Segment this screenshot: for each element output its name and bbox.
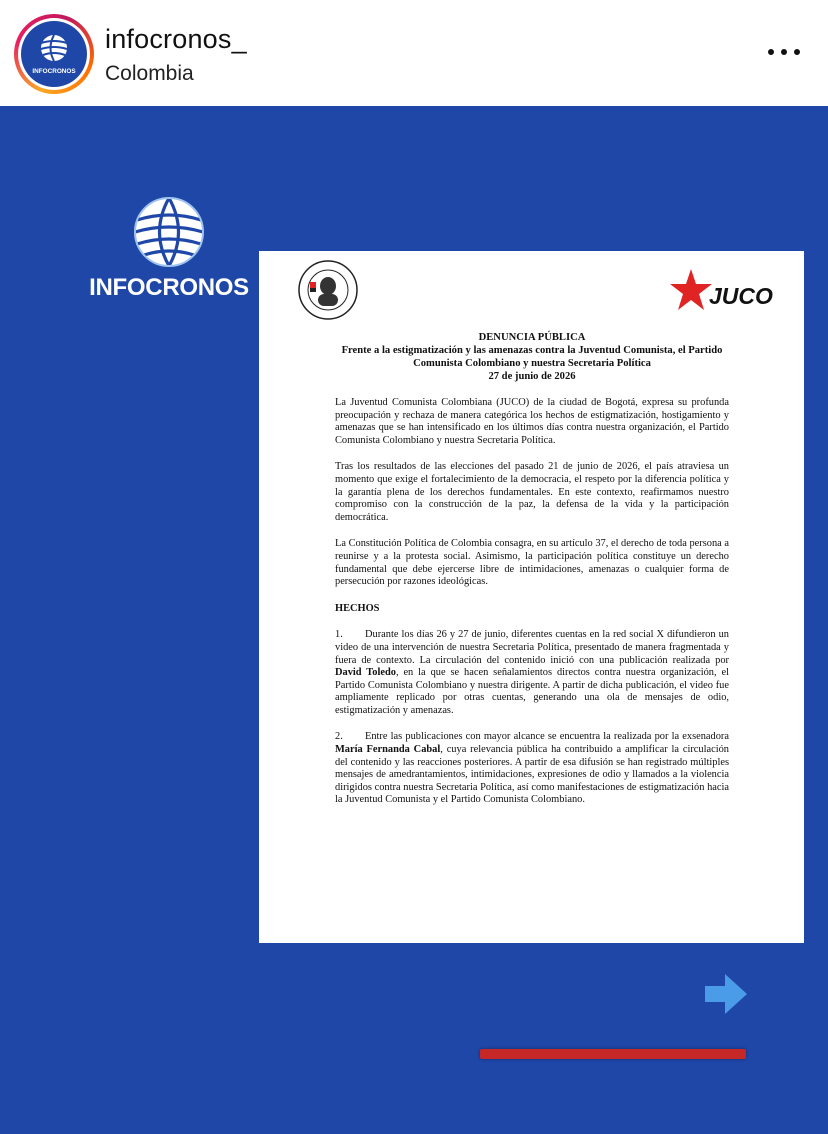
brand-name: INFOCRONOS [89,274,249,301]
hecho-1-text-b: , en la que se hacen señalamientos directos contra nuestra organización, el Partido Comunista Colombiano y nuestra dirigente. A partir de dicha publicación, el video fue ampliamente replicado por otras cuentas, generando una ola de mensajes de odio, estigmatización y amenazas. [335,667,729,716]
document-date: 27 de junio de 2026 [488,371,576,382]
username[interactable]: infocronos_ [105,24,247,54]
avatar[interactable] [21,21,87,87]
hecho-2-text-a: Entre las publicaciones con mayor alcance se encuentra la realizada por la exsenadora [365,731,729,743]
hecho-1-name: David Toledo [335,667,396,679]
hecho-2-name: María Fernanda Cabal [335,744,441,756]
more-options-icon[interactable] [764,40,804,64]
paragraph-2: Tras los resultados de las elecciones del pasado 21 de junio de 2026, el país atraviesa un momento que exige el fortalecimiento de la democracia, el respeto por la diferencia política y la garantía plena de los derechos fundamentales. En este contexto, reafirmamos nuestro compromiso con la construcción de la paz, la defensa de la vida y la participación democrática. [335,461,729,523]
document-title: DENUNCIA PÚBLICA [478,332,586,343]
document-subtitle: Frente a la estigmatización y las amenazas contra la Juventud Comunista, el Partido Comunista Colombiano y nuestra Secretaria Política [341,345,723,369]
hechos-title: HECHOS [335,602,380,614]
hecho-1-text-a: Durante los días 26 y 27 de junio, diferentes cuentas en la red social X difundieron un video de una intervención de nuestra Secretaria Política, presentado de manera fragmentada y fuera de contexto. La circulación del contenido inició con una publicación realizada por [335,629,729,666]
paragraph-3: La Constitución Política de Colombia consagra, en su artículo 37, el derecho de toda persona a reunirse y a la protesta social. Asimismo, la participación política constituye un derecho fundamental que debe ejercerse libre de intimidaciones, amenazas o cualquier forma de persecución por razones ideológicas. [335,538,729,588]
avatar-text: INFOCRONOS [32,68,76,75]
hecho-1 [335,629,729,717]
globe-logo-icon [21,21,87,87]
juco-text: JUCO [709,283,773,309]
document-page [259,251,804,943]
juco-logo [669,267,784,315]
progress-bar [480,1049,746,1059]
hecho-2-number: 2. [335,731,343,743]
story-ring[interactable] [14,14,94,94]
location[interactable]: Colombia [105,62,194,85]
arrow-right-icon[interactable] [705,974,747,1014]
post-header [0,0,828,106]
paragraph-1: La Juventud Comunista Colombiana (JUCO) de la ciudad de Bogotá, expresa su profunda preocupación y rechaza de manera categórica los hechos de estigmatización, hostigamiento y amenazas que se han intensificado en los últimos días contra nuestra organización, el Partido Comunista Colombiano y nuestra Secretaria Política. [335,397,729,446]
post-image [0,106,828,1134]
globe-icon [84,194,254,274]
hecho-2 [335,731,729,807]
hecho-2-text-b: , cuya relevancia pública ha contribuido a amplificar la circulación del contenido y las reacciones posteriores. A partir de esa difusión se han registrado múltiples mensajes de amedrantamientos, intimidaciones, expresiones de odio y llamados a la violencia dirigidos contra nuestra Secretaria Política, así como manifestaciones de estigmatización hacia la Juventud Comunista y el Partido Comunista Colombiano. [335,744,730,806]
infocronos-logo [84,194,254,304]
hecho-1-number: 1. [335,629,343,641]
document-body [335,331,729,807]
brigade-seal-icon [297,259,359,321]
